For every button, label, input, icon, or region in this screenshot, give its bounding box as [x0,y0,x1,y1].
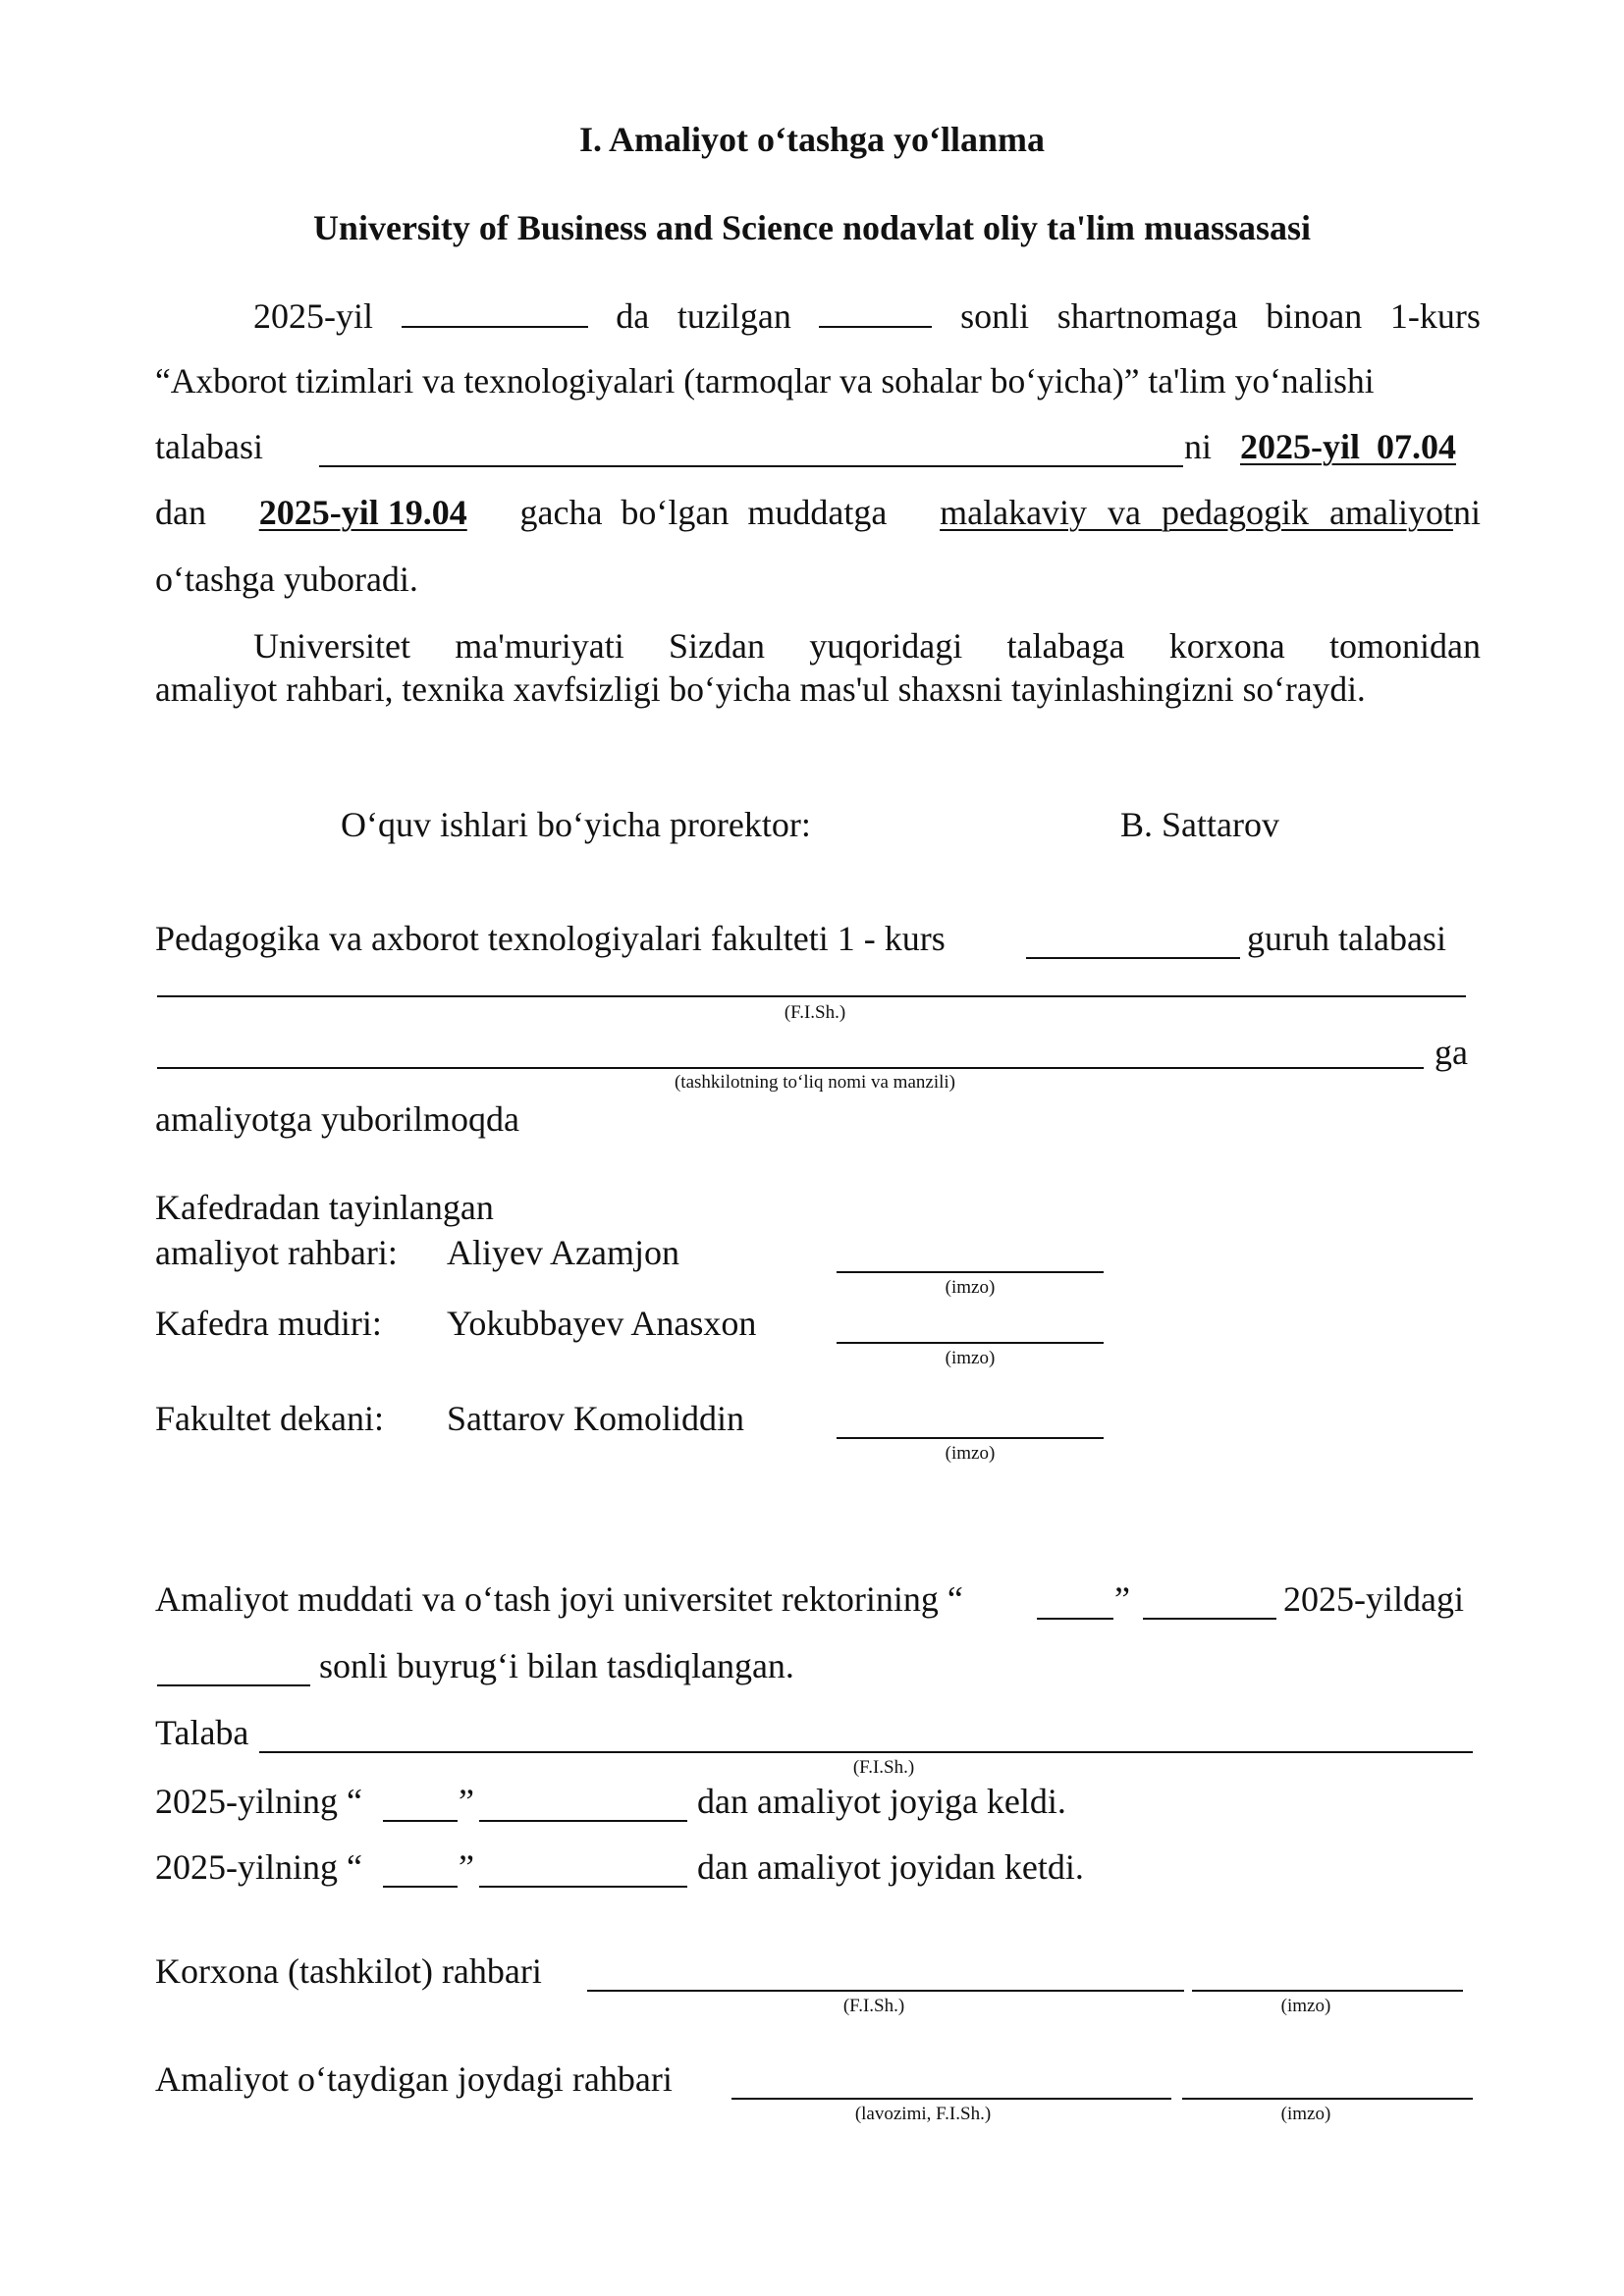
group-suffix: guruh talabasi [1247,919,1446,958]
sent-text: amaliyotga yuborilmoqda [155,1099,519,1139]
org-head-fio-blank[interactable] [587,1990,1184,1992]
intro-line-4 [155,491,1481,534]
arrived-day-blank[interactable] [383,1820,458,1822]
arrived-year: 2025-yilning “ [155,1782,362,1821]
request-word: yuqoridagi [809,626,963,666]
arrived-month-blank[interactable] [479,1820,687,1822]
prorector-label: O‘quv ishlari bo‘yicha prorektor: [341,805,811,844]
request-word: tomonidan [1328,626,1481,666]
confirmation-line-2: sonli buyrug‘i bilan tasdiqlangan. [319,1646,794,1685]
left-day-blank[interactable] [383,1886,458,1888]
position-fio-caption: (lavozimi, F.I.Sh.) [854,2104,992,2124]
head-name: Yokubbayev Anasxon [447,1304,757,1343]
place-head-fio-blank[interactable] [731,2098,1171,2100]
intro-word: da [616,296,650,336]
request-line-2: amaliyot rahbari, texnika xavfsizligi bo‘yicha mas'ul shaxsni tayinlashingizni so‘raydi. [155,669,1366,709]
contract-number-blank[interactable] [819,296,932,328]
intro-word: sonli [960,296,1030,336]
supervisor-signature-blank[interactable] [837,1271,1104,1273]
student-name-blank[interactable] [319,465,1183,467]
order-number-blank[interactable] [157,1684,310,1686]
intro-year: 2025-yil [253,296,373,336]
intro-talabasi: talabasi [155,427,263,466]
signature-caption: (imzo) [1280,1996,1331,2016]
faculty-line: Pedagogika va axborot texnologiyalari fakulteti 1 - kurs [155,919,946,958]
signature-caption: (imzo) [1280,2104,1331,2124]
document-title: I. Amaliyot o‘tashga yo‘llanma [578,120,1045,159]
left-month-blank[interactable] [479,1886,687,1888]
intro-ni: ni [1184,427,1213,466]
request-word: ma'muriyati [455,626,624,666]
dean-signature-blank[interactable] [837,1437,1104,1439]
intro-period-text: gacha bo‘lgan muddatga [519,493,888,532]
fio-caption: (F.I.Sh.) [852,1757,915,1778]
arrived-text: dan amaliyot joyiga keldi. [697,1782,1066,1821]
intro-ni-2: ni [1452,493,1481,532]
dean-label: Fakultet dekani: [155,1399,384,1438]
supervisor-label-2: amaliyot rahbari: [155,1233,398,1272]
fio-caption: (F.I.Sh.) [784,1002,846,1023]
left-year: 2025-yilning “ [155,1847,362,1887]
intro-line-5: o‘tashga yuboradi. [155,560,418,599]
head-label: Kafedra mudiri: [155,1304,382,1343]
date-from: 2025-yil 07.04 [1240,427,1456,466]
closing-quote: ” [1114,1579,1130,1619]
date-to: 2025-yil 19.04 [258,493,467,532]
intro-word: tuzilgan [677,296,791,336]
signature-caption: (imzo) [945,1443,996,1464]
intro-line-1 [155,294,1481,338]
left-text: dan amaliyot joyidan ketdi. [697,1847,1084,1887]
supervisor-label-1: Kafedradan tayinlangan [155,1188,494,1227]
signature-caption: (imzo) [945,1277,996,1298]
organization-blank[interactable] [157,1067,1424,1069]
practice-type: malakaviy va pedagogik amaliyot [940,493,1453,532]
intro-word: shartnomaga [1056,296,1238,336]
org-head-label: Korxona (tashkilot) rahbari [155,1951,542,1991]
confirmation-line-1: Amaliyot muddati va o‘tash joyi universitet rektorining “ [155,1579,963,1619]
request-line-1 [155,624,1481,667]
order-month-blank[interactable] [1143,1618,1276,1620]
left-quote: ” [459,1847,474,1887]
request-word: talabaga [1006,626,1125,666]
university-name: University of Business and Science nodavlat oliy ta'lim muassasasi [312,208,1312,247]
talaba-label: Talaba [155,1713,249,1752]
talaba-fio-blank[interactable] [259,1751,1473,1753]
contract-date-blank[interactable] [402,296,588,328]
intro-dan: dan [155,493,206,532]
order-year: 2025-yildagi [1283,1579,1464,1619]
arrived-quote: ” [459,1782,474,1821]
fio-caption: (F.I.Sh.) [842,1996,905,2016]
org-head-signature-blank[interactable] [1192,1990,1463,1992]
student-fio-blank[interactable] [157,995,1466,997]
request-word: Sizdan [668,626,765,666]
group-blank[interactable] [1026,957,1240,959]
org-suffix: ga [1435,1033,1468,1072]
request-word: korxona [1168,626,1285,666]
supervisor-name: Aliyev Azamjon [447,1233,679,1272]
intro-line-2: “Axborot tizimlari va texnologiyalari (tarmoqlar va sohalar bo‘yicha)” ta'lim yo‘nalishi [155,361,1375,400]
organization-caption: (tashkilotning to‘liq nomi va manzili) [674,1072,955,1093]
place-head-signature-blank[interactable] [1182,2098,1473,2100]
place-head-label: Amaliyot o‘taydigan joydagi rahbari [155,2059,673,2099]
signature-caption: (imzo) [945,1348,996,1368]
dean-name: Sattarov Komoliddin [447,1399,744,1438]
prorector-name: B. Sattarov [1120,805,1279,844]
head-signature-blank[interactable] [837,1342,1104,1344]
intro-course: 1-kurs [1389,296,1481,336]
intro-word: binoan [1266,296,1363,336]
order-day-blank[interactable] [1037,1618,1113,1620]
request-word: Universitet [253,626,410,666]
